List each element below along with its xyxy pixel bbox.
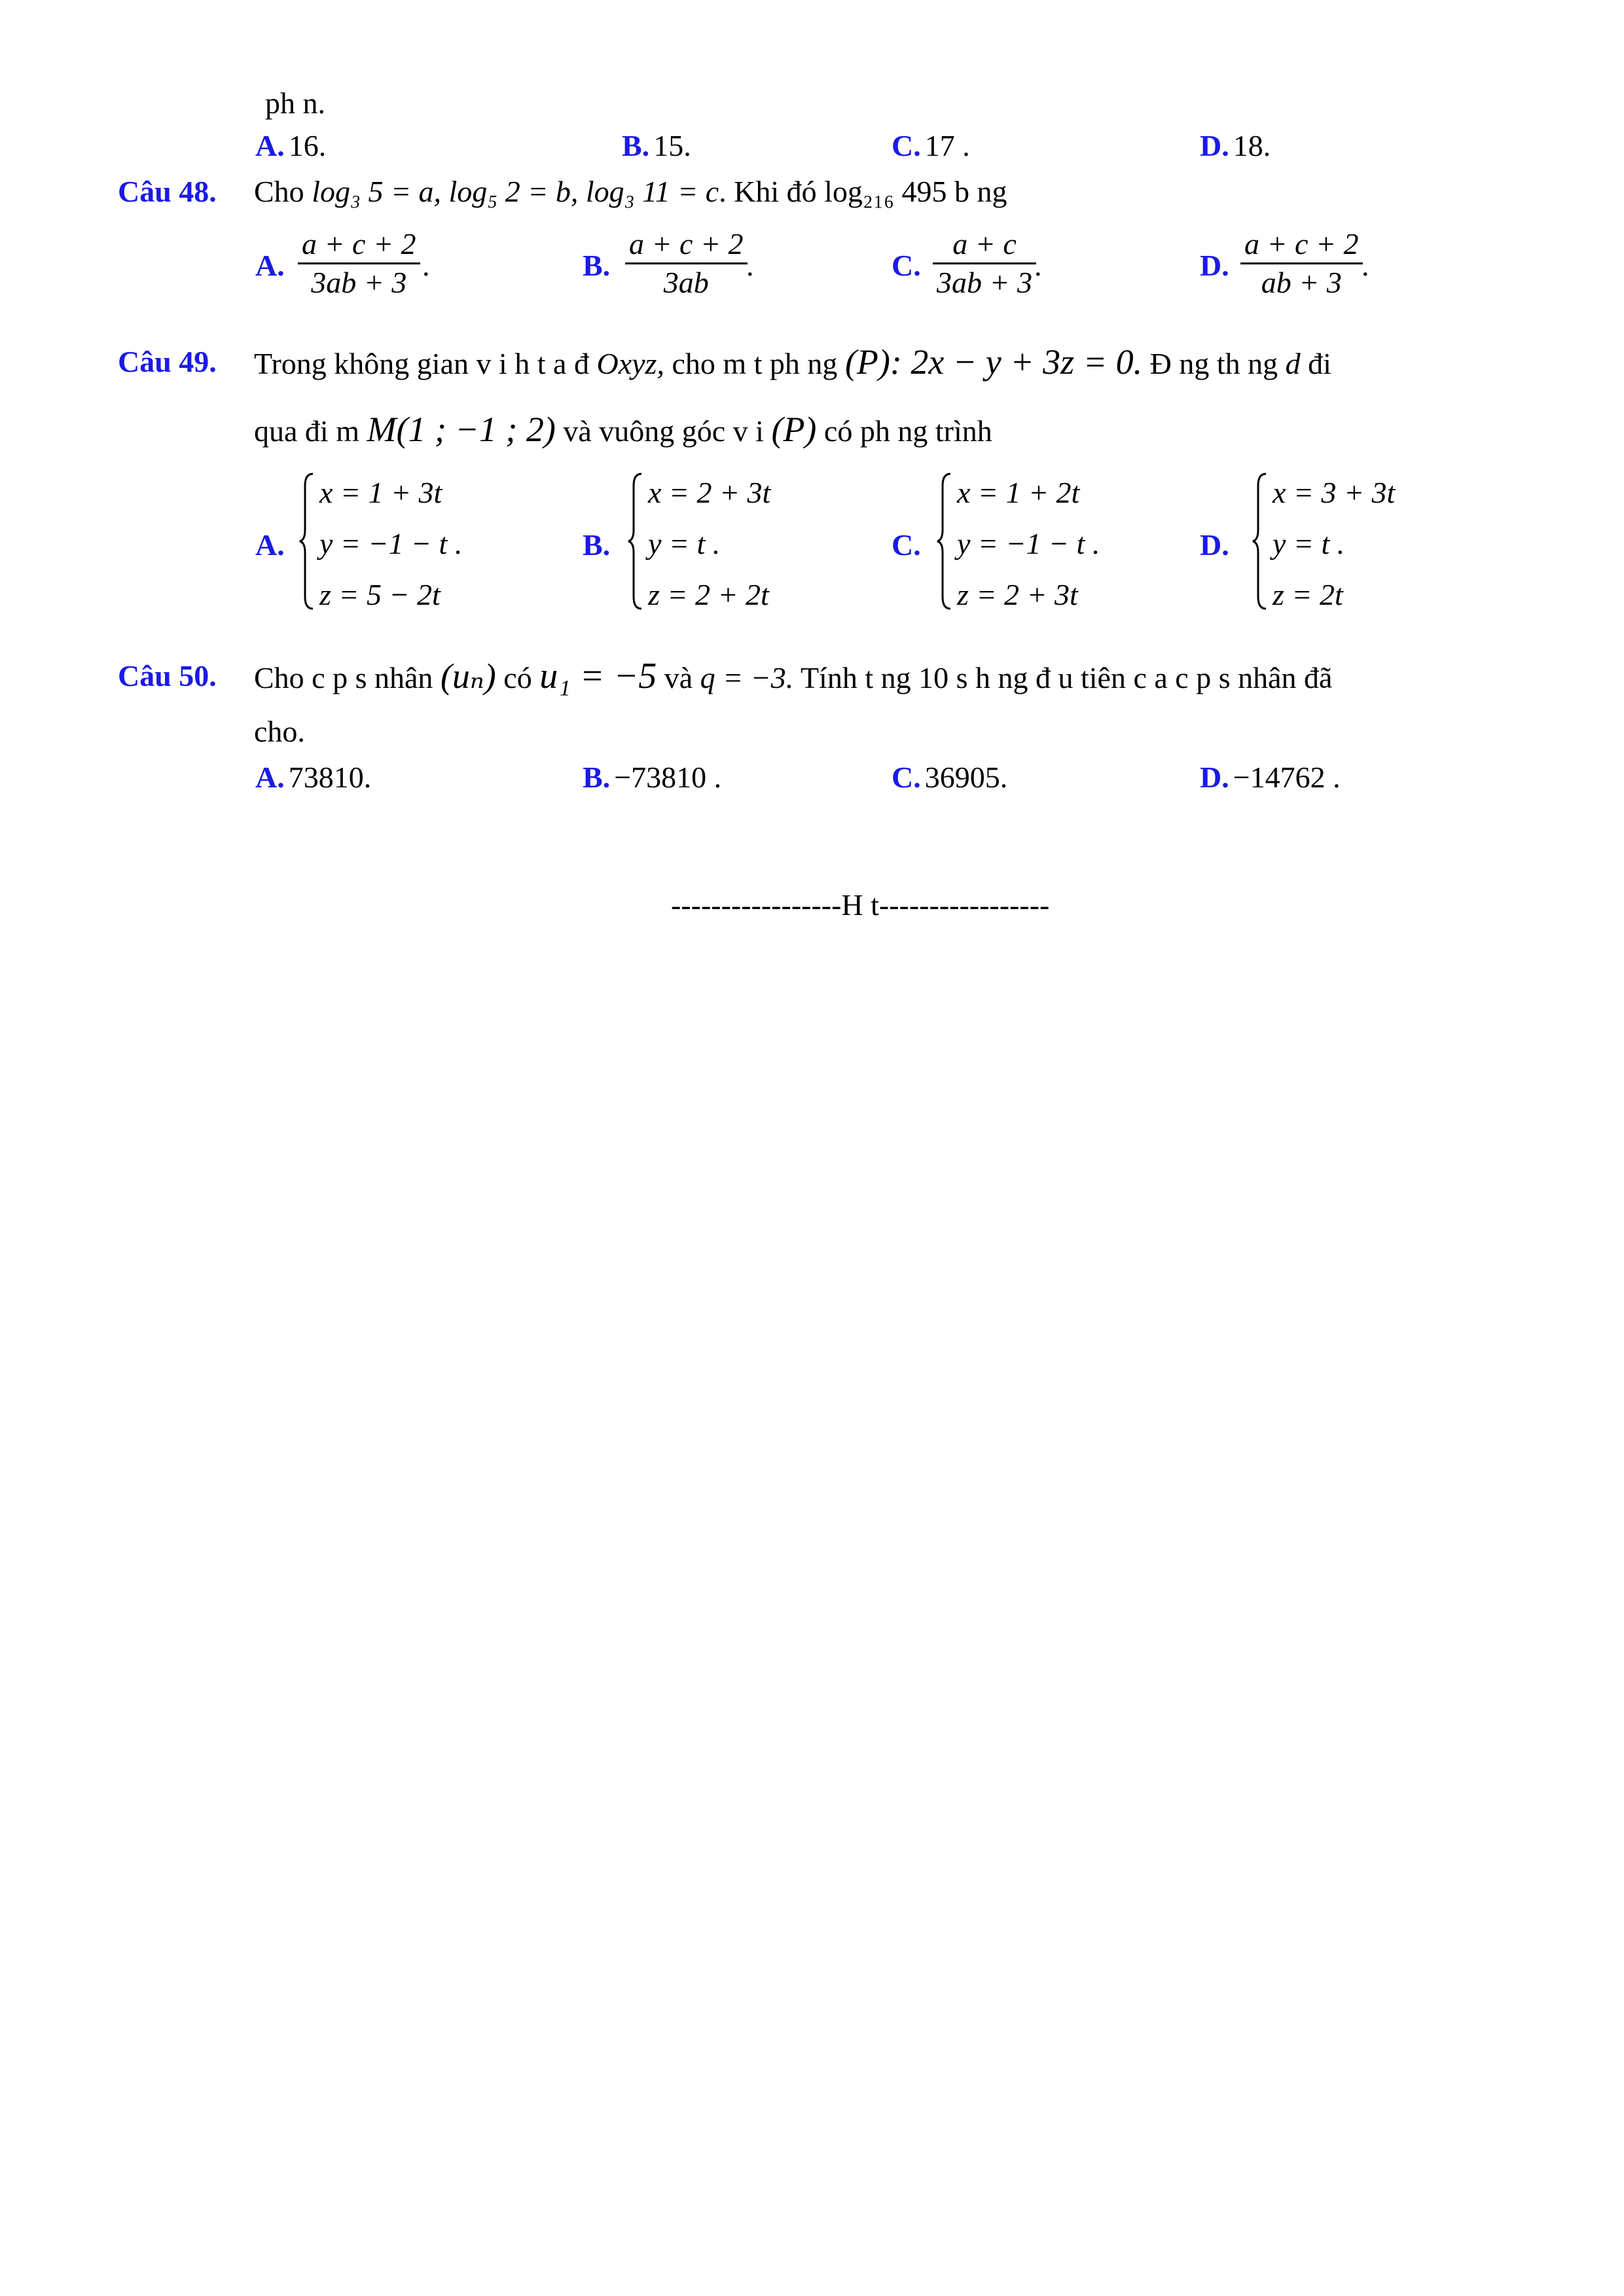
denominator: 3ab + 3 — [937, 266, 1033, 299]
q50-text: Cho c p s nhân — [254, 661, 433, 694]
option-letter: C. — [892, 129, 921, 162]
q49-text: cho m t ph ng — [672, 347, 838, 380]
equation-row: y = t . — [648, 527, 721, 560]
equation-row: z = 2 + 3t — [957, 578, 1078, 611]
q49-option-c[interactable] — [892, 527, 925, 564]
q49-text: Đ ng th ng — [1149, 347, 1278, 380]
equation-row: z = 2 + 2t — [648, 578, 769, 611]
question-50-label: Câu 50. — [118, 659, 217, 692]
q50-first-term: u₁ = −5 — [539, 656, 657, 696]
q49-option-d[interactable] — [1200, 527, 1233, 564]
option-letter: B. — [583, 761, 611, 794]
q49-text: qua đi m — [254, 414, 359, 448]
equation-row: x = 2 + 3t — [648, 476, 771, 509]
option-letter: D. — [1200, 761, 1229, 794]
q49-option-a[interactable] — [255, 527, 289, 564]
equation-row: y = −1 − t . — [319, 527, 463, 560]
option-text: −73810 . — [614, 761, 722, 794]
q48-stem-post: b ng — [954, 175, 1007, 208]
left-brace — [936, 473, 953, 610]
option-letter: D. — [1200, 249, 1229, 282]
q49-point: M(1 ; −1 ; 2) — [367, 410, 556, 449]
option-letter: C. — [892, 249, 921, 282]
q50-sequence: (uₙ) — [440, 656, 496, 696]
q48-stem-math: log₃ 5 = a, log₅ 2 = b, log₃ 11 = c — [312, 175, 719, 208]
option-text: 16. — [288, 129, 327, 162]
q48-option-a[interactable] — [255, 247, 289, 284]
question-47-tail: ph n. — [265, 86, 325, 120]
numerator: a + c + 2 — [302, 227, 416, 260]
period: . — [1034, 249, 1042, 282]
q49-option-b-system — [648, 467, 770, 620]
option-letter: B. — [583, 249, 611, 282]
option-letter: C. — [892, 761, 921, 794]
numerator: a + c + 2 — [629, 227, 744, 260]
equation-row: x = 3 + 3t — [1272, 476, 1396, 509]
q48-option-b-fraction — [625, 226, 748, 301]
left-brace — [627, 473, 644, 610]
q49-plane: (P) — [771, 410, 817, 449]
q48-option-b[interactable] — [583, 247, 614, 284]
option-text: 73810. — [288, 761, 372, 794]
option-letter: D. — [1200, 528, 1229, 562]
q48-option-d[interactable] — [1200, 247, 1233, 284]
option-letter: B. — [583, 528, 611, 562]
q48-stem-pre: Cho — [254, 175, 304, 208]
q50-text: có — [503, 661, 532, 694]
q49-option-a-system — [319, 467, 462, 620]
option-text: 36905. — [924, 761, 1008, 794]
option-letter: A. — [255, 129, 285, 162]
option-letter: C. — [892, 528, 921, 562]
question-49-line-1 — [254, 344, 1331, 382]
q48-stem-expr: log₂₁₆ 495 — [824, 175, 947, 208]
option-letter: A. — [255, 528, 285, 562]
option-letter: A. — [255, 249, 285, 282]
q49-line-name: d — [1285, 347, 1301, 380]
equation-row: x = 1 + 3t — [319, 476, 442, 509]
equation-row: y = t . — [1272, 527, 1345, 560]
option-text: 17 . — [924, 129, 970, 162]
q47-option-c[interactable] — [892, 128, 970, 164]
denominator: 3ab + 3 — [311, 266, 407, 299]
q47-option-a[interactable] — [255, 128, 326, 164]
q50-ratio: q = −3. — [700, 661, 794, 694]
q49-text: có ph ng trình — [823, 414, 992, 448]
q49-text: Trong không gian v i h t a đ — [254, 347, 589, 380]
equation-row: z = 2t — [1272, 578, 1343, 611]
q50-option-b[interactable] — [583, 759, 721, 796]
q49-option-d-system — [1272, 467, 1395, 620]
question-50-line-1 — [254, 658, 1332, 696]
question-49-line-2 — [254, 411, 992, 450]
option-text: −14762 . — [1233, 761, 1341, 794]
equation-row: x = 1 + 2t — [957, 476, 1080, 509]
q50-text: và — [664, 661, 693, 694]
q47-option-b[interactable] — [622, 128, 691, 164]
q50-option-a[interactable] — [255, 759, 371, 796]
q48-option-a-fraction — [298, 226, 420, 301]
q47-option-d[interactable] — [1200, 128, 1271, 164]
question-48-stem — [254, 173, 1007, 210]
q48-stem-mid: . Khi đó — [719, 175, 817, 208]
q50-option-d[interactable] — [1200, 759, 1341, 796]
equation-row: z = 5 − 2t — [319, 578, 441, 611]
q49-text: đi — [1308, 347, 1331, 380]
question-50-line-2: cho. — [254, 715, 305, 748]
period: . — [746, 249, 754, 282]
q50-option-c[interactable] — [892, 759, 1007, 796]
period: . — [1362, 249, 1369, 282]
q48-option-c[interactable] — [892, 247, 925, 284]
q49-plane-equation: (P): 2x − y + 3z = 0. — [844, 342, 1143, 382]
q49-text: và vuông góc v i — [563, 414, 764, 448]
option-text: 15. — [653, 129, 691, 162]
question-49-label: Câu 49. — [118, 345, 217, 378]
q49-option-c-system — [957, 467, 1100, 620]
q50-text: Tính t ng 10 s h ng đ u tiên c a c p s nhân đã — [800, 661, 1333, 694]
numerator: a + c + 2 — [1244, 227, 1359, 260]
q49-option-b[interactable] — [583, 527, 614, 564]
denominator: ab + 3 — [1261, 266, 1342, 299]
q48-option-c-fraction — [933, 226, 1036, 301]
option-letter: A. — [255, 761, 285, 794]
option-letter: B. — [622, 129, 650, 162]
option-text: 18. — [1233, 129, 1271, 162]
left-brace — [1252, 473, 1269, 610]
q48-option-d-fraction — [1240, 226, 1363, 301]
left-brace — [298, 473, 316, 610]
option-letter: D. — [1200, 129, 1229, 162]
question-48-label: Câu 48. — [118, 175, 217, 208]
numerator: a + c — [952, 227, 1017, 260]
period: . — [422, 249, 430, 282]
denominator: 3ab — [663, 266, 709, 299]
equation-row: y = −1 − t . — [957, 527, 1100, 560]
end-of-exam-marker: -----------------H t----------------- — [671, 888, 1050, 922]
q49-system-name: Oxyz, — [596, 347, 664, 380]
